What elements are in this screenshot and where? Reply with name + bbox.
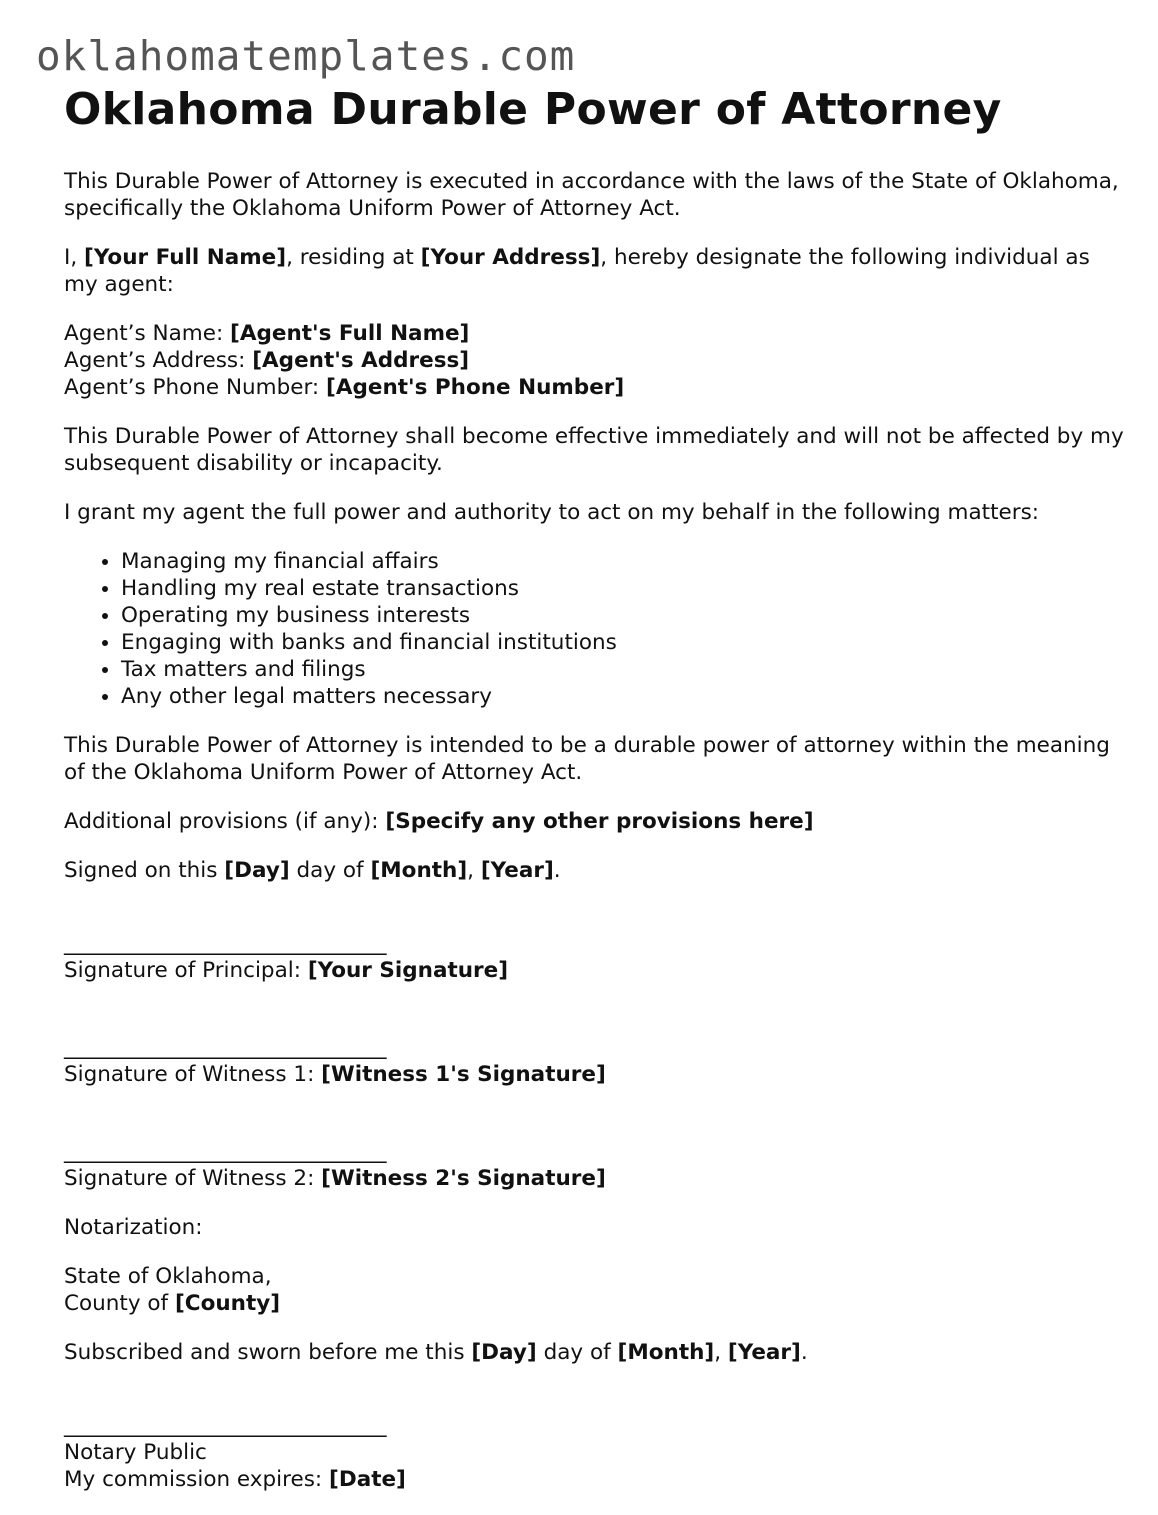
witness1-signature-block bbox=[64, 1034, 1124, 1088]
additional-provisions bbox=[64, 808, 1124, 835]
principal-signature-block bbox=[64, 930, 1124, 984]
list-item: • Engaging with banks and financial institutions bbox=[121, 629, 1124, 656]
powers-list bbox=[64, 548, 1124, 710]
witness2-signature-label: Signature of Witness 2: bbox=[64, 1166, 322, 1191]
signed-text-mid: day of bbox=[289, 858, 371, 883]
additional-provisions-label: Additional provisions (if any): bbox=[64, 809, 386, 834]
sworn-text-comma: , bbox=[714, 1340, 728, 1365]
agent-name-placeholder: [Agent's Full Name] bbox=[230, 321, 470, 346]
signed-year-placeholder: [Year] bbox=[480, 858, 554, 883]
sworn-month-placeholder: [Month] bbox=[617, 1340, 715, 1365]
commission-expires-label: My commission expires: bbox=[64, 1467, 330, 1492]
notary-county-label: County of bbox=[64, 1291, 175, 1316]
sworn-date-line bbox=[64, 1339, 1124, 1366]
agent-details bbox=[64, 320, 1124, 401]
site-watermark: oklahomatemplates.com bbox=[36, 32, 576, 80]
witness2-signature-block bbox=[64, 1138, 1124, 1192]
principal-signature-line: ______________________________ bbox=[64, 931, 387, 956]
intro-paragraph: This Durable Power of Attorney is executed in accordance with the laws of the State of Oklahoma, specifically the Oklahoma Uniform Power of Attorney Act. bbox=[64, 169, 1119, 221]
list-item: • Handling my real estate transactions bbox=[121, 575, 1124, 602]
signed-day-placeholder: [Day] bbox=[224, 858, 290, 883]
sworn-day-placeholder: [Day] bbox=[471, 1340, 537, 1365]
notary-signature-block bbox=[64, 1412, 1124, 1493]
grant-paragraph: I grant my agent the full power and authority to act on my behalf in the following matters: bbox=[64, 500, 1040, 525]
notary-county-placeholder: [County] bbox=[174, 1291, 281, 1316]
notary-venue bbox=[64, 1263, 1124, 1317]
notary-state: State of Oklahoma, bbox=[64, 1264, 272, 1289]
agent-name-label: Agent’s Name: bbox=[64, 321, 231, 346]
agent-phone-label: Agent’s Phone Number: bbox=[64, 375, 327, 400]
document-body bbox=[64, 82, 1124, 1515]
sworn-text-end: . bbox=[800, 1340, 808, 1365]
witness2-signature-line: ______________________________ bbox=[64, 1139, 387, 1164]
designation-text-pre: I, bbox=[64, 245, 85, 270]
principal-name-placeholder: [Your Full Name] bbox=[84, 245, 287, 270]
principal-signature-label: Signature of Principal: bbox=[64, 958, 308, 983]
signed-text-comma: , bbox=[467, 858, 481, 883]
notarization-heading: Notarization: bbox=[64, 1215, 203, 1240]
durable-clause-paragraph: This Durable Power of Attorney is intended to be a durable power of attorney within the meaning of the Oklahoma Uniform Power of Attorney Act. bbox=[64, 733, 1110, 785]
list-item: • Operating my business interests bbox=[121, 602, 1124, 629]
notary-public-label: Notary Public bbox=[64, 1440, 207, 1465]
witness2-signature-placeholder: [Witness 2's Signature] bbox=[321, 1166, 606, 1191]
signed-text-end: . bbox=[553, 858, 561, 883]
witness1-signature-label: Signature of Witness 1: bbox=[64, 1062, 322, 1087]
signed-text-pre: Signed on this bbox=[64, 858, 225, 883]
agent-address-placeholder: [Agent's Address] bbox=[252, 348, 470, 373]
agent-address-label: Agent’s Address: bbox=[64, 348, 253, 373]
principal-address-placeholder: [Your Address] bbox=[420, 245, 601, 270]
agent-phone-placeholder: [Agent's Phone Number] bbox=[326, 375, 625, 400]
additional-provisions-placeholder: [Specify any other provisions here] bbox=[385, 809, 814, 834]
principal-signature-placeholder: [Your Signature] bbox=[307, 958, 509, 983]
commission-expires-placeholder: [Date] bbox=[329, 1467, 406, 1492]
sworn-year-placeholder: [Year] bbox=[727, 1340, 801, 1365]
witness1-signature-placeholder: [Witness 1's Signature] bbox=[321, 1062, 606, 1087]
list-item: • Managing my financial affairs bbox=[121, 548, 1124, 575]
designation-text-mid: , residing at bbox=[286, 245, 421, 270]
signed-date-line bbox=[64, 857, 1124, 884]
signed-month-placeholder: [Month] bbox=[370, 858, 468, 883]
designation-paragraph bbox=[64, 244, 1124, 298]
document-title: Oklahoma Durable Power of Attorney bbox=[64, 84, 1002, 135]
notary-signature-line: ______________________________ bbox=[64, 1413, 387, 1438]
designation-text-post: , hereby designate the following individual as my agent: bbox=[64, 245, 1090, 297]
sworn-text-mid: day of bbox=[536, 1340, 618, 1365]
list-item: • Any other legal matters necessary bbox=[121, 683, 1124, 710]
effective-paragraph: This Durable Power of Attorney shall become effective immediately and will not be affected by my subsequent disability or incapacity. bbox=[64, 424, 1124, 476]
sworn-text-pre: Subscribed and sworn before me this bbox=[64, 1340, 472, 1365]
witness1-signature-line: ______________________________ bbox=[64, 1035, 387, 1060]
list-item: • Tax matters and filings bbox=[121, 656, 1124, 683]
